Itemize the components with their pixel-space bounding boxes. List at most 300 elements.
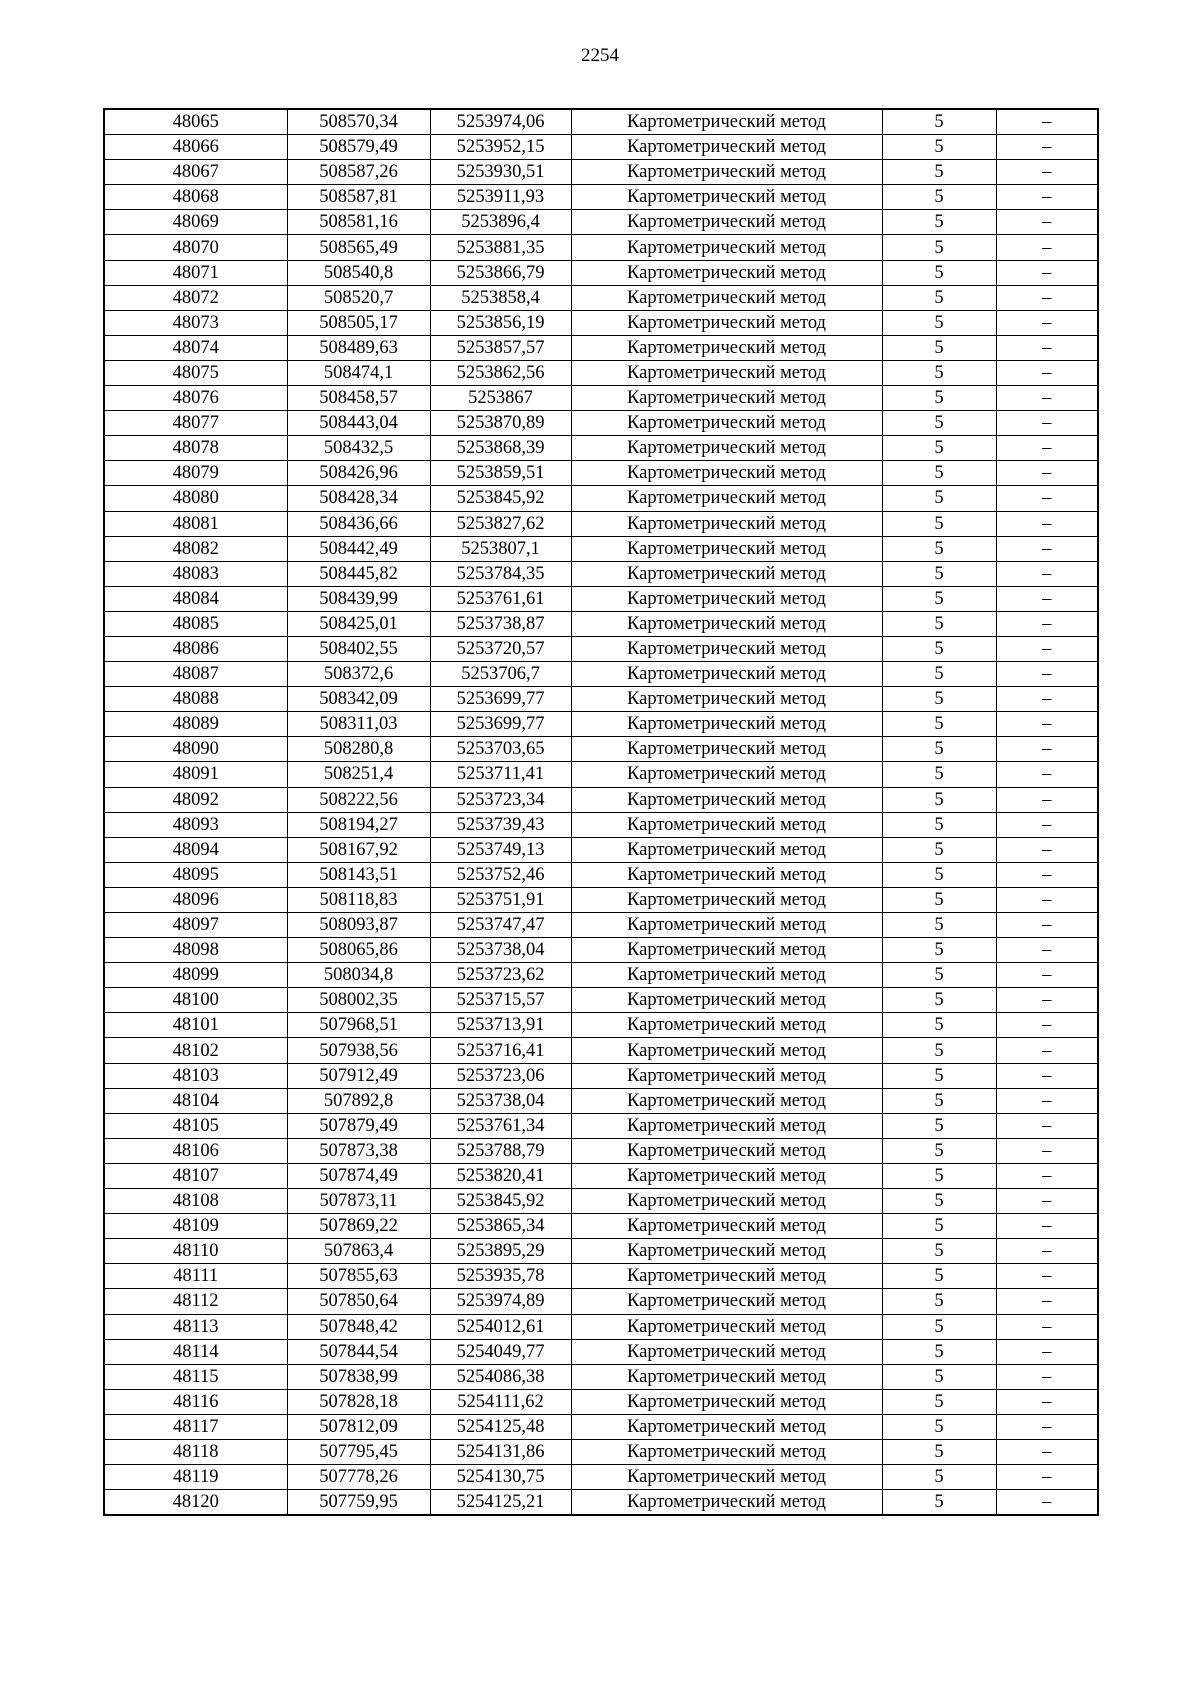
- table-row: [104, 160, 1098, 185]
- point-number-cell: 48087: [104, 662, 287, 687]
- point-number-cell: 48082: [104, 536, 287, 561]
- precision-cell: 5: [882, 260, 996, 285]
- precision-cell: 5: [882, 1038, 996, 1063]
- y-coordinate-cell: 5253747,47: [430, 913, 571, 938]
- method-cell: Картометрический метод: [571, 411, 882, 436]
- x-coordinate-cell: 507812,09: [287, 1414, 430, 1439]
- x-coordinate-cell: 507828,18: [287, 1389, 430, 1414]
- table-row: [104, 1189, 1098, 1214]
- precision-cell: 5: [882, 1339, 996, 1364]
- note-cell: –: [996, 1339, 1098, 1364]
- note-cell: –: [996, 536, 1098, 561]
- y-coordinate-cell: 5253935,78: [430, 1264, 571, 1289]
- method-cell: Картометрический метод: [571, 1038, 882, 1063]
- y-coordinate-cell: 5253720,57: [430, 636, 571, 661]
- point-number-cell: 48116: [104, 1389, 287, 1414]
- note-cell: –: [996, 963, 1098, 988]
- y-coordinate-cell: 5253711,41: [430, 762, 571, 787]
- precision-cell: 5: [882, 586, 996, 611]
- note-cell: –: [996, 235, 1098, 260]
- table-row: [104, 561, 1098, 586]
- method-cell: Картометрический метод: [571, 1339, 882, 1364]
- table-row: [104, 837, 1098, 862]
- table-row: [104, 712, 1098, 737]
- note-cell: –: [996, 1113, 1098, 1138]
- y-coordinate-cell: 5253716,41: [430, 1038, 571, 1063]
- y-coordinate-cell: 5254131,86: [430, 1439, 571, 1464]
- table-row: [104, 1063, 1098, 1088]
- x-coordinate-cell: 508474,1: [287, 360, 430, 385]
- x-coordinate-cell: 508065,86: [287, 938, 430, 963]
- point-number-cell: 48104: [104, 1088, 287, 1113]
- y-coordinate-cell: 5253865,34: [430, 1214, 571, 1239]
- y-coordinate-cell: 5253749,13: [430, 837, 571, 862]
- y-coordinate-cell: 5253930,51: [430, 160, 571, 185]
- table-row: [104, 461, 1098, 486]
- point-number-cell: 48083: [104, 561, 287, 586]
- y-coordinate-cell: 5253738,04: [430, 1088, 571, 1113]
- note-cell: –: [996, 511, 1098, 536]
- point-number-cell: 48066: [104, 135, 287, 160]
- table-row: [104, 411, 1098, 436]
- method-cell: Картометрический метод: [571, 1439, 882, 1464]
- method-cell: Картометрический метод: [571, 1163, 882, 1188]
- precision-cell: 5: [882, 561, 996, 586]
- x-coordinate-cell: 508581,16: [287, 210, 430, 235]
- precision-cell: 5: [882, 913, 996, 938]
- precision-cell: 5: [882, 1289, 996, 1314]
- table-row: [104, 636, 1098, 661]
- method-cell: Картометрический метод: [571, 335, 882, 360]
- point-number-cell: 48094: [104, 837, 287, 862]
- precision-cell: 5: [882, 837, 996, 862]
- precision-cell: 5: [882, 963, 996, 988]
- table-row: [104, 812, 1098, 837]
- method-cell: Картометрический метод: [571, 310, 882, 335]
- y-coordinate-cell: 5253699,77: [430, 687, 571, 712]
- table-row: [104, 1113, 1098, 1138]
- precision-cell: 5: [882, 1214, 996, 1239]
- y-coordinate-cell: 5254049,77: [430, 1339, 571, 1364]
- table-row: [104, 1439, 1098, 1464]
- x-coordinate-cell: 507938,56: [287, 1038, 430, 1063]
- y-coordinate-cell: 5253856,19: [430, 310, 571, 335]
- table-row: [104, 938, 1098, 963]
- precision-cell: 5: [882, 737, 996, 762]
- note-cell: –: [996, 1013, 1098, 1038]
- point-number-cell: 48113: [104, 1314, 287, 1339]
- method-cell: Картометрический метод: [571, 1013, 882, 1038]
- method-cell: Картометрический метод: [571, 988, 882, 1013]
- table-row: [104, 1088, 1098, 1113]
- note-cell: –: [996, 461, 1098, 486]
- table-row: [104, 1490, 1098, 1516]
- note-cell: –: [996, 1465, 1098, 1490]
- table-row: [104, 787, 1098, 812]
- precision-cell: 5: [882, 486, 996, 511]
- table-row: [104, 887, 1098, 912]
- method-cell: Картометрический метод: [571, 1389, 882, 1414]
- method-cell: Картометрический метод: [571, 109, 882, 135]
- point-number-cell: 48106: [104, 1138, 287, 1163]
- precision-cell: 5: [882, 712, 996, 737]
- y-coordinate-cell: 5253784,35: [430, 561, 571, 586]
- x-coordinate-cell: 508222,56: [287, 787, 430, 812]
- note-cell: –: [996, 1414, 1098, 1439]
- y-coordinate-cell: 5254125,21: [430, 1490, 571, 1516]
- note-cell: –: [996, 486, 1098, 511]
- point-number-cell: 48108: [104, 1189, 287, 1214]
- point-number-cell: 48097: [104, 913, 287, 938]
- note-cell: –: [996, 1439, 1098, 1464]
- x-coordinate-cell: 508143,51: [287, 862, 430, 887]
- point-number-cell: 48120: [104, 1490, 287, 1516]
- note-cell: –: [996, 913, 1098, 938]
- note-cell: –: [996, 386, 1098, 411]
- method-cell: Картометрический метод: [571, 611, 882, 636]
- y-coordinate-cell: 5253845,92: [430, 1189, 571, 1214]
- method-cell: Картометрический метод: [571, 235, 882, 260]
- y-coordinate-cell: 5253739,43: [430, 812, 571, 837]
- x-coordinate-cell: 508520,7: [287, 285, 430, 310]
- method-cell: Картометрический метод: [571, 1264, 882, 1289]
- table-row: [104, 1465, 1098, 1490]
- note-cell: –: [996, 285, 1098, 310]
- y-coordinate-cell: 5253723,06: [430, 1063, 571, 1088]
- x-coordinate-cell: 508439,99: [287, 586, 430, 611]
- point-number-cell: 48085: [104, 611, 287, 636]
- precision-cell: 5: [882, 1239, 996, 1264]
- method-cell: Картометрический метод: [571, 887, 882, 912]
- note-cell: –: [996, 411, 1098, 436]
- point-number-cell: 48067: [104, 160, 287, 185]
- x-coordinate-cell: 508002,35: [287, 988, 430, 1013]
- y-coordinate-cell: 5253845,92: [430, 486, 571, 511]
- method-cell: Картометрический метод: [571, 787, 882, 812]
- x-coordinate-cell: 508570,34: [287, 109, 430, 135]
- point-number-cell: 48069: [104, 210, 287, 235]
- point-number-cell: 48074: [104, 335, 287, 360]
- x-coordinate-cell: 508442,49: [287, 536, 430, 561]
- note-cell: –: [996, 1189, 1098, 1214]
- x-coordinate-cell: 507869,22: [287, 1214, 430, 1239]
- point-number-cell: 48075: [104, 360, 287, 385]
- precision-cell: 5: [882, 1439, 996, 1464]
- table-row: [104, 511, 1098, 536]
- precision-cell: 5: [882, 988, 996, 1013]
- note-cell: –: [996, 737, 1098, 762]
- note-cell: –: [996, 712, 1098, 737]
- x-coordinate-cell: 507874,49: [287, 1163, 430, 1188]
- x-coordinate-cell: 508118,83: [287, 887, 430, 912]
- method-cell: Картометрический метод: [571, 1113, 882, 1138]
- precision-cell: 5: [882, 1465, 996, 1490]
- point-number-cell: 48093: [104, 812, 287, 837]
- x-coordinate-cell: 508443,04: [287, 411, 430, 436]
- precision-cell: 5: [882, 386, 996, 411]
- table-row: [104, 687, 1098, 712]
- y-coordinate-cell: 5253738,04: [430, 938, 571, 963]
- note-cell: –: [996, 762, 1098, 787]
- method-cell: Картометрический метод: [571, 636, 882, 661]
- point-number-cell: 48089: [104, 712, 287, 737]
- point-number-cell: 48088: [104, 687, 287, 712]
- y-coordinate-cell: 5253715,57: [430, 988, 571, 1013]
- note-cell: –: [996, 1088, 1098, 1113]
- note-cell: –: [996, 1239, 1098, 1264]
- y-coordinate-cell: 5253761,34: [430, 1113, 571, 1138]
- note-cell: –: [996, 109, 1098, 135]
- y-coordinate-cell: 5253952,15: [430, 135, 571, 160]
- method-cell: Картометрический метод: [571, 386, 882, 411]
- table-row: [104, 611, 1098, 636]
- method-cell: Картометрический метод: [571, 862, 882, 887]
- point-number-cell: 48068: [104, 185, 287, 210]
- method-cell: Картометрический метод: [571, 360, 882, 385]
- precision-cell: 5: [882, 1389, 996, 1414]
- x-coordinate-cell: 507873,11: [287, 1189, 430, 1214]
- y-coordinate-cell: 5253703,65: [430, 737, 571, 762]
- precision-cell: 5: [882, 611, 996, 636]
- y-coordinate-cell: 5253974,06: [430, 109, 571, 135]
- x-coordinate-cell: 507844,54: [287, 1339, 430, 1364]
- method-cell: Картометрический метод: [571, 285, 882, 310]
- y-coordinate-cell: 5254111,62: [430, 1389, 571, 1414]
- table-row: [104, 1163, 1098, 1188]
- y-coordinate-cell: 5253858,4: [430, 285, 571, 310]
- method-cell: Картометрический метод: [571, 687, 882, 712]
- x-coordinate-cell: 508034,8: [287, 963, 430, 988]
- method-cell: Картометрический метод: [571, 436, 882, 461]
- precision-cell: 5: [882, 185, 996, 210]
- table-row: [104, 1138, 1098, 1163]
- x-coordinate-cell: 508540,8: [287, 260, 430, 285]
- table-row: [104, 913, 1098, 938]
- precision-cell: 5: [882, 1364, 996, 1389]
- coordinates-table-body: [104, 109, 1098, 1515]
- precision-cell: 5: [882, 1113, 996, 1138]
- precision-cell: 5: [882, 1163, 996, 1188]
- method-cell: Картометрический метод: [571, 1063, 882, 1088]
- note-cell: –: [996, 1314, 1098, 1339]
- precision-cell: 5: [882, 1490, 996, 1516]
- point-number-cell: 48077: [104, 411, 287, 436]
- precision-cell: 5: [882, 687, 996, 712]
- x-coordinate-cell: 507879,49: [287, 1113, 430, 1138]
- point-number-cell: 48103: [104, 1063, 287, 1088]
- y-coordinate-cell: 5253859,51: [430, 461, 571, 486]
- y-coordinate-cell: 5253807,1: [430, 536, 571, 561]
- precision-cell: 5: [882, 360, 996, 385]
- note-cell: –: [996, 1364, 1098, 1389]
- precision-cell: 5: [882, 887, 996, 912]
- x-coordinate-cell: 508579,49: [287, 135, 430, 160]
- precision-cell: 5: [882, 1414, 996, 1439]
- table-row: [104, 436, 1098, 461]
- x-coordinate-cell: 508426,96: [287, 461, 430, 486]
- table-row: [104, 185, 1098, 210]
- table-row: [104, 486, 1098, 511]
- y-coordinate-cell: 5253911,93: [430, 185, 571, 210]
- table-row: [104, 536, 1098, 561]
- x-coordinate-cell: 507855,63: [287, 1264, 430, 1289]
- point-number-cell: 48092: [104, 787, 287, 812]
- x-coordinate-cell: 508505,17: [287, 310, 430, 335]
- point-number-cell: 48111: [104, 1264, 287, 1289]
- precision-cell: 5: [882, 310, 996, 335]
- point-number-cell: 48071: [104, 260, 287, 285]
- x-coordinate-cell: 508167,92: [287, 837, 430, 862]
- point-number-cell: 48109: [104, 1214, 287, 1239]
- y-coordinate-cell: 5253895,29: [430, 1239, 571, 1264]
- precision-cell: 5: [882, 335, 996, 360]
- method-cell: Картометрический метод: [571, 963, 882, 988]
- table-row: [104, 1239, 1098, 1264]
- precision-cell: 5: [882, 210, 996, 235]
- x-coordinate-cell: 508458,57: [287, 386, 430, 411]
- y-coordinate-cell: 5253867: [430, 386, 571, 411]
- method-cell: Картометрический метод: [571, 1138, 882, 1163]
- note-cell: –: [996, 787, 1098, 812]
- point-number-cell: 48084: [104, 586, 287, 611]
- x-coordinate-cell: 508280,8: [287, 737, 430, 762]
- table-row: [104, 1314, 1098, 1339]
- table-row: [104, 235, 1098, 260]
- table-row: [104, 1364, 1098, 1389]
- table-row: [104, 963, 1098, 988]
- x-coordinate-cell: 508194,27: [287, 812, 430, 837]
- table-row: [104, 360, 1098, 385]
- x-coordinate-cell: 507892,8: [287, 1088, 430, 1113]
- precision-cell: 5: [882, 762, 996, 787]
- precision-cell: 5: [882, 235, 996, 260]
- note-cell: –: [996, 1063, 1098, 1088]
- y-coordinate-cell: 5253820,41: [430, 1163, 571, 1188]
- table-row: [104, 109, 1098, 135]
- method-cell: Картометрический метод: [571, 1314, 882, 1339]
- precision-cell: 5: [882, 411, 996, 436]
- x-coordinate-cell: 508342,09: [287, 687, 430, 712]
- precision-cell: 5: [882, 109, 996, 135]
- x-coordinate-cell: 507795,45: [287, 1439, 430, 1464]
- note-cell: –: [996, 611, 1098, 636]
- precision-cell: 5: [882, 461, 996, 486]
- method-cell: Картометрический метод: [571, 1364, 882, 1389]
- x-coordinate-cell: 507873,38: [287, 1138, 430, 1163]
- precision-cell: 5: [882, 862, 996, 887]
- note-cell: –: [996, 210, 1098, 235]
- method-cell: Картометрический метод: [571, 511, 882, 536]
- x-coordinate-cell: 508587,81: [287, 185, 430, 210]
- table-row: [104, 260, 1098, 285]
- y-coordinate-cell: 5253881,35: [430, 235, 571, 260]
- point-number-cell: 48115: [104, 1364, 287, 1389]
- point-number-cell: 48079: [104, 461, 287, 486]
- y-coordinate-cell: 5253723,34: [430, 787, 571, 812]
- x-coordinate-cell: 508428,34: [287, 486, 430, 511]
- x-coordinate-cell: 508311,03: [287, 712, 430, 737]
- y-coordinate-cell: 5253723,62: [430, 963, 571, 988]
- method-cell: Картометрический метод: [571, 135, 882, 160]
- point-number-cell: 48118: [104, 1439, 287, 1464]
- point-number-cell: 48095: [104, 862, 287, 887]
- table-row: [104, 386, 1098, 411]
- x-coordinate-cell: 507778,26: [287, 1465, 430, 1490]
- point-number-cell: 48099: [104, 963, 287, 988]
- note-cell: –: [996, 687, 1098, 712]
- method-cell: Картометрический метод: [571, 260, 882, 285]
- x-coordinate-cell: 507863,4: [287, 1239, 430, 1264]
- point-number-cell: 48102: [104, 1038, 287, 1063]
- point-number-cell: 48086: [104, 636, 287, 661]
- method-cell: Картометрический метод: [571, 938, 882, 963]
- point-number-cell: 48065: [104, 109, 287, 135]
- x-coordinate-cell: 508445,82: [287, 561, 430, 586]
- table-row: [104, 662, 1098, 687]
- y-coordinate-cell: 5253699,77: [430, 712, 571, 737]
- point-number-cell: 48119: [104, 1465, 287, 1490]
- method-cell: Картометрический метод: [571, 561, 882, 586]
- point-number-cell: 48107: [104, 1163, 287, 1188]
- point-number-cell: 48110: [104, 1239, 287, 1264]
- y-coordinate-cell: 5254125,48: [430, 1414, 571, 1439]
- precision-cell: 5: [882, 285, 996, 310]
- method-cell: Картометрический метод: [571, 185, 882, 210]
- method-cell: Картометрический метод: [571, 1088, 882, 1113]
- note-cell: –: [996, 988, 1098, 1013]
- method-cell: Картометрический метод: [571, 737, 882, 762]
- point-number-cell: 48112: [104, 1289, 287, 1314]
- point-number-cell: 48073: [104, 310, 287, 335]
- x-coordinate-cell: 508587,26: [287, 160, 430, 185]
- note-cell: –: [996, 1289, 1098, 1314]
- method-cell: Картометрический метод: [571, 712, 882, 737]
- point-number-cell: 48072: [104, 285, 287, 310]
- x-coordinate-cell: 508489,63: [287, 335, 430, 360]
- x-coordinate-cell: 508402,55: [287, 636, 430, 661]
- method-cell: Картометрический метод: [571, 662, 882, 687]
- point-number-cell: 48096: [104, 887, 287, 912]
- precision-cell: 5: [882, 1138, 996, 1163]
- y-coordinate-cell: 5253862,56: [430, 360, 571, 385]
- precision-cell: 5: [882, 787, 996, 812]
- point-number-cell: 48080: [104, 486, 287, 511]
- precision-cell: 5: [882, 1063, 996, 1088]
- y-coordinate-cell: 5253706,7: [430, 662, 571, 687]
- point-number-cell: 48105: [104, 1113, 287, 1138]
- y-coordinate-cell: 5253738,87: [430, 611, 571, 636]
- method-cell: Картометрический метод: [571, 461, 882, 486]
- x-coordinate-cell: 508565,49: [287, 235, 430, 260]
- table-row: [104, 1013, 1098, 1038]
- method-cell: Картометрический метод: [571, 1414, 882, 1439]
- y-coordinate-cell: 5253868,39: [430, 436, 571, 461]
- point-number-cell: 48114: [104, 1339, 287, 1364]
- point-number-cell: 48070: [104, 235, 287, 260]
- point-number-cell: 48117: [104, 1414, 287, 1439]
- note-cell: –: [996, 586, 1098, 611]
- note-cell: –: [996, 1490, 1098, 1516]
- precision-cell: 5: [882, 1013, 996, 1038]
- note-cell: –: [996, 662, 1098, 687]
- y-coordinate-cell: 5253857,57: [430, 335, 571, 360]
- table-row: [104, 335, 1098, 360]
- x-coordinate-cell: 508436,66: [287, 511, 430, 536]
- method-cell: Картометрический метод: [571, 536, 882, 561]
- table-row: [104, 1414, 1098, 1439]
- table-row: [104, 586, 1098, 611]
- method-cell: Картометрический метод: [571, 486, 882, 511]
